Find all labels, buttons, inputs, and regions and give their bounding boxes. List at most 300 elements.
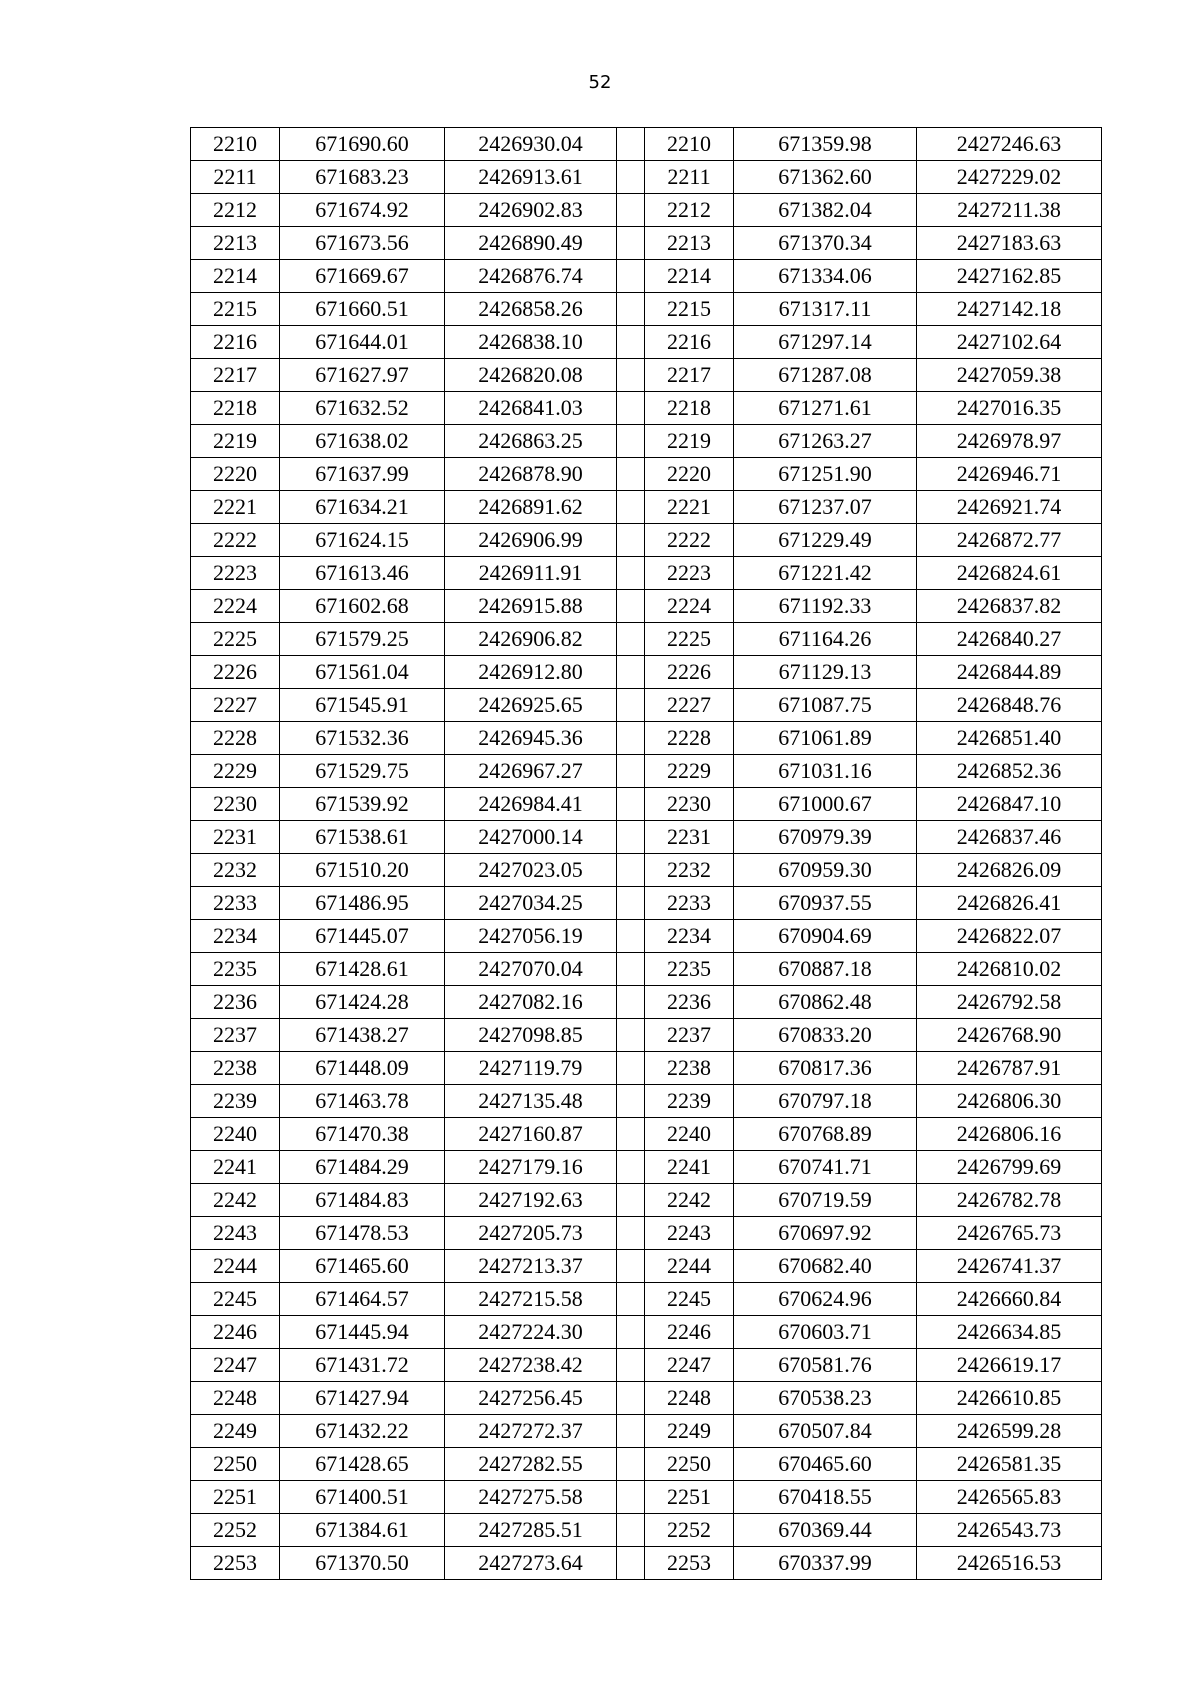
- right-y-coordinate-cell: 2426581.35: [917, 1448, 1102, 1481]
- left-x-coordinate-cell: 671539.92: [280, 788, 445, 821]
- separator-cell: [617, 227, 645, 260]
- table-row: [191, 1547, 1102, 1580]
- separator-cell: [617, 392, 645, 425]
- separator-cell: [617, 1481, 645, 1514]
- right-point-id-cell: 2240: [645, 1118, 734, 1151]
- right-y-coordinate-cell: 2427016.35: [917, 392, 1102, 425]
- left-y-coordinate-cell: 2427179.16: [445, 1151, 617, 1184]
- right-y-coordinate-cell: 2427229.02: [917, 161, 1102, 194]
- table-row: [191, 986, 1102, 1019]
- right-x-coordinate-cell: 671251.90: [734, 458, 917, 491]
- left-x-coordinate-cell: 671561.04: [280, 656, 445, 689]
- right-point-id-cell: 2221: [645, 491, 734, 524]
- left-y-coordinate-cell: 2427135.48: [445, 1085, 617, 1118]
- right-y-coordinate-cell: 2426847.10: [917, 788, 1102, 821]
- right-x-coordinate-cell: 670741.71: [734, 1151, 917, 1184]
- right-y-coordinate-cell: 2426806.16: [917, 1118, 1102, 1151]
- right-x-coordinate-cell: 671164.26: [734, 623, 917, 656]
- table-row: [191, 1283, 1102, 1316]
- left-x-coordinate-cell: 671438.27: [280, 1019, 445, 1052]
- separator-cell: [617, 623, 645, 656]
- left-point-id-cell: 2210: [191, 128, 280, 161]
- left-y-coordinate-cell: 2426912.80: [445, 656, 617, 689]
- left-y-coordinate-cell: 2426906.99: [445, 524, 617, 557]
- left-point-id-cell: 2253: [191, 1547, 280, 1580]
- left-point-id-cell: 2224: [191, 590, 280, 623]
- right-y-coordinate-cell: 2427183.63: [917, 227, 1102, 260]
- right-x-coordinate-cell: 671317.11: [734, 293, 917, 326]
- separator-cell: [617, 1217, 645, 1250]
- table-row: [191, 227, 1102, 260]
- table-row: [191, 953, 1102, 986]
- left-y-coordinate-cell: 2427238.42: [445, 1349, 617, 1382]
- table-row: [191, 491, 1102, 524]
- right-x-coordinate-cell: 670337.99: [734, 1547, 917, 1580]
- left-point-id-cell: 2232: [191, 854, 280, 887]
- left-y-coordinate-cell: 2426890.49: [445, 227, 617, 260]
- table-row: [191, 788, 1102, 821]
- right-y-coordinate-cell: 2426565.83: [917, 1481, 1102, 1514]
- table-row: [191, 590, 1102, 623]
- right-y-coordinate-cell: 2426848.76: [917, 689, 1102, 722]
- right-point-id-cell: 2242: [645, 1184, 734, 1217]
- table-row: [191, 260, 1102, 293]
- right-x-coordinate-cell: 671370.34: [734, 227, 917, 260]
- right-x-coordinate-cell: 670979.39: [734, 821, 917, 854]
- right-x-coordinate-cell: 670887.18: [734, 953, 917, 986]
- left-point-id-cell: 2215: [191, 293, 280, 326]
- right-point-id-cell: 2227: [645, 689, 734, 722]
- right-point-id-cell: 2217: [645, 359, 734, 392]
- right-y-coordinate-cell: 2426872.77: [917, 524, 1102, 557]
- right-y-coordinate-cell: 2426660.84: [917, 1283, 1102, 1316]
- right-y-coordinate-cell: 2426921.74: [917, 491, 1102, 524]
- right-x-coordinate-cell: 670581.76: [734, 1349, 917, 1382]
- right-point-id-cell: 2213: [645, 227, 734, 260]
- right-point-id-cell: 2253: [645, 1547, 734, 1580]
- left-y-coordinate-cell: 2427160.87: [445, 1118, 617, 1151]
- left-y-coordinate-cell: 2426925.65: [445, 689, 617, 722]
- separator-cell: [617, 1349, 645, 1382]
- separator-cell: [617, 1184, 645, 1217]
- separator-cell: [617, 1019, 645, 1052]
- left-x-coordinate-cell: 671400.51: [280, 1481, 445, 1514]
- left-y-coordinate-cell: 2426915.88: [445, 590, 617, 623]
- left-x-coordinate-cell: 671428.61: [280, 953, 445, 986]
- left-point-id-cell: 2238: [191, 1052, 280, 1085]
- right-x-coordinate-cell: 670797.18: [734, 1085, 917, 1118]
- left-point-id-cell: 2223: [191, 557, 280, 590]
- separator-cell: [617, 1118, 645, 1151]
- left-point-id-cell: 2251: [191, 1481, 280, 1514]
- right-x-coordinate-cell: 670507.84: [734, 1415, 917, 1448]
- left-y-coordinate-cell: 2426891.62: [445, 491, 617, 524]
- right-y-coordinate-cell: 2426543.73: [917, 1514, 1102, 1547]
- right-x-coordinate-cell: 671359.98: [734, 128, 917, 161]
- right-point-id-cell: 2216: [645, 326, 734, 359]
- right-x-coordinate-cell: 670959.30: [734, 854, 917, 887]
- separator-cell: [617, 821, 645, 854]
- table-row: [191, 1217, 1102, 1250]
- left-x-coordinate-cell: 671674.92: [280, 194, 445, 227]
- table-row: [191, 1184, 1102, 1217]
- table-row: [191, 1019, 1102, 1052]
- right-x-coordinate-cell: 670418.55: [734, 1481, 917, 1514]
- left-y-coordinate-cell: 2427056.19: [445, 920, 617, 953]
- left-point-id-cell: 2222: [191, 524, 280, 557]
- right-x-coordinate-cell: 671000.67: [734, 788, 917, 821]
- left-y-coordinate-cell: 2427119.79: [445, 1052, 617, 1085]
- left-x-coordinate-cell: 671644.01: [280, 326, 445, 359]
- left-y-coordinate-cell: 2427272.37: [445, 1415, 617, 1448]
- right-point-id-cell: 2214: [645, 260, 734, 293]
- table-row: [191, 1448, 1102, 1481]
- separator-cell: [617, 359, 645, 392]
- right-point-id-cell: 2246: [645, 1316, 734, 1349]
- separator-cell: [617, 425, 645, 458]
- separator-cell: [617, 656, 645, 689]
- left-point-id-cell: 2214: [191, 260, 280, 293]
- separator-cell: [617, 1283, 645, 1316]
- left-point-id-cell: 2242: [191, 1184, 280, 1217]
- right-point-id-cell: 2251: [645, 1481, 734, 1514]
- left-point-id-cell: 2244: [191, 1250, 280, 1283]
- right-point-id-cell: 2237: [645, 1019, 734, 1052]
- left-x-coordinate-cell: 671634.21: [280, 491, 445, 524]
- right-y-coordinate-cell: 2426822.07: [917, 920, 1102, 953]
- right-point-id-cell: 2225: [645, 623, 734, 656]
- left-point-id-cell: 2252: [191, 1514, 280, 1547]
- separator-cell: [617, 920, 645, 953]
- left-point-id-cell: 2219: [191, 425, 280, 458]
- right-point-id-cell: 2219: [645, 425, 734, 458]
- left-point-id-cell: 2233: [191, 887, 280, 920]
- left-y-coordinate-cell: 2426878.90: [445, 458, 617, 491]
- table-row: [191, 755, 1102, 788]
- right-y-coordinate-cell: 2426826.09: [917, 854, 1102, 887]
- table-row: [191, 194, 1102, 227]
- table-row: [191, 1382, 1102, 1415]
- right-y-coordinate-cell: 2426837.82: [917, 590, 1102, 623]
- left-y-coordinate-cell: 2427285.51: [445, 1514, 617, 1547]
- right-point-id-cell: 2211: [645, 161, 734, 194]
- right-point-id-cell: 2222: [645, 524, 734, 557]
- left-point-id-cell: 2237: [191, 1019, 280, 1052]
- right-y-coordinate-cell: 2426634.85: [917, 1316, 1102, 1349]
- right-point-id-cell: 2249: [645, 1415, 734, 1448]
- separator-cell: [617, 1514, 645, 1547]
- right-point-id-cell: 2231: [645, 821, 734, 854]
- right-x-coordinate-cell: 670862.48: [734, 986, 917, 1019]
- right-y-coordinate-cell: 2426844.89: [917, 656, 1102, 689]
- separator-cell: [617, 986, 645, 1019]
- left-y-coordinate-cell: 2426858.26: [445, 293, 617, 326]
- right-y-coordinate-cell: 2426851.40: [917, 722, 1102, 755]
- left-point-id-cell: 2241: [191, 1151, 280, 1184]
- left-point-id-cell: 2211: [191, 161, 280, 194]
- left-x-coordinate-cell: 671529.75: [280, 755, 445, 788]
- separator-cell: [617, 326, 645, 359]
- right-y-coordinate-cell: 2426806.30: [917, 1085, 1102, 1118]
- left-y-coordinate-cell: 2426930.04: [445, 128, 617, 161]
- table-row: [191, 1349, 1102, 1382]
- right-point-id-cell: 2223: [645, 557, 734, 590]
- separator-cell: [617, 1151, 645, 1184]
- left-x-coordinate-cell: 671669.67: [280, 260, 445, 293]
- separator-cell: [617, 194, 645, 227]
- right-y-coordinate-cell: 2427211.38: [917, 194, 1102, 227]
- separator-cell: [617, 1052, 645, 1085]
- right-point-id-cell: 2243: [645, 1217, 734, 1250]
- right-point-id-cell: 2218: [645, 392, 734, 425]
- left-y-coordinate-cell: 2427082.16: [445, 986, 617, 1019]
- right-x-coordinate-cell: 671271.61: [734, 392, 917, 425]
- left-y-coordinate-cell: 2427275.58: [445, 1481, 617, 1514]
- table-row: [191, 1085, 1102, 1118]
- separator-cell: [617, 491, 645, 524]
- separator-cell: [617, 161, 645, 194]
- left-y-coordinate-cell: 2426902.83: [445, 194, 617, 227]
- left-point-id-cell: 2236: [191, 986, 280, 1019]
- table-row: [191, 623, 1102, 656]
- left-y-coordinate-cell: 2427023.05: [445, 854, 617, 887]
- left-x-coordinate-cell: 671545.91: [280, 689, 445, 722]
- left-point-id-cell: 2226: [191, 656, 280, 689]
- right-y-coordinate-cell: 2426824.61: [917, 557, 1102, 590]
- left-x-coordinate-cell: 671613.46: [280, 557, 445, 590]
- left-point-id-cell: 2218: [191, 392, 280, 425]
- right-x-coordinate-cell: 670603.71: [734, 1316, 917, 1349]
- table-row: [191, 689, 1102, 722]
- separator-cell: [617, 953, 645, 986]
- table-row: [191, 524, 1102, 557]
- table-row: [191, 920, 1102, 953]
- table-row: [191, 392, 1102, 425]
- right-point-id-cell: 2232: [645, 854, 734, 887]
- right-point-id-cell: 2220: [645, 458, 734, 491]
- right-x-coordinate-cell: 671229.49: [734, 524, 917, 557]
- right-x-coordinate-cell: 671263.27: [734, 425, 917, 458]
- left-point-id-cell: 2225: [191, 623, 280, 656]
- left-point-id-cell: 2240: [191, 1118, 280, 1151]
- table-row: [191, 557, 1102, 590]
- left-y-coordinate-cell: 2427034.25: [445, 887, 617, 920]
- right-point-id-cell: 2244: [645, 1250, 734, 1283]
- left-point-id-cell: 2221: [191, 491, 280, 524]
- right-x-coordinate-cell: 670465.60: [734, 1448, 917, 1481]
- left-point-id-cell: 2217: [191, 359, 280, 392]
- left-x-coordinate-cell: 671431.72: [280, 1349, 445, 1382]
- right-point-id-cell: 2224: [645, 590, 734, 623]
- table-row: [191, 1118, 1102, 1151]
- right-x-coordinate-cell: 671334.06: [734, 260, 917, 293]
- left-y-coordinate-cell: 2426838.10: [445, 326, 617, 359]
- left-y-coordinate-cell: 2427192.63: [445, 1184, 617, 1217]
- right-x-coordinate-cell: 670937.55: [734, 887, 917, 920]
- right-x-coordinate-cell: 670768.89: [734, 1118, 917, 1151]
- left-y-coordinate-cell: 2427256.45: [445, 1382, 617, 1415]
- left-x-coordinate-cell: 671464.57: [280, 1283, 445, 1316]
- left-x-coordinate-cell: 671532.36: [280, 722, 445, 755]
- page-number: 52: [588, 72, 612, 93]
- right-x-coordinate-cell: 671382.04: [734, 194, 917, 227]
- left-point-id-cell: 2246: [191, 1316, 280, 1349]
- left-x-coordinate-cell: 671579.25: [280, 623, 445, 656]
- right-x-coordinate-cell: 670369.44: [734, 1514, 917, 1547]
- right-point-id-cell: 2252: [645, 1514, 734, 1547]
- right-y-coordinate-cell: 2426610.85: [917, 1382, 1102, 1415]
- left-point-id-cell: 2227: [191, 689, 280, 722]
- left-point-id-cell: 2243: [191, 1217, 280, 1250]
- table-row: [191, 1514, 1102, 1547]
- right-point-id-cell: 2212: [645, 194, 734, 227]
- left-point-id-cell: 2213: [191, 227, 280, 260]
- left-point-id-cell: 2231: [191, 821, 280, 854]
- right-y-coordinate-cell: 2426619.17: [917, 1349, 1102, 1382]
- right-y-coordinate-cell: 2427102.64: [917, 326, 1102, 359]
- separator-cell: [617, 128, 645, 161]
- left-x-coordinate-cell: 671538.61: [280, 821, 445, 854]
- left-x-coordinate-cell: 671465.60: [280, 1250, 445, 1283]
- left-y-coordinate-cell: 2426820.08: [445, 359, 617, 392]
- left-x-coordinate-cell: 671427.94: [280, 1382, 445, 1415]
- left-y-coordinate-cell: 2426906.82: [445, 623, 617, 656]
- table-row: [191, 1415, 1102, 1448]
- separator-cell: [617, 755, 645, 788]
- left-point-id-cell: 2239: [191, 1085, 280, 1118]
- right-x-coordinate-cell: 670624.96: [734, 1283, 917, 1316]
- right-y-coordinate-cell: 2426741.37: [917, 1250, 1102, 1283]
- coordinate-table: [190, 127, 1102, 1580]
- left-point-id-cell: 2235: [191, 953, 280, 986]
- right-point-id-cell: 2241: [645, 1151, 734, 1184]
- right-x-coordinate-cell: 671031.16: [734, 755, 917, 788]
- table-row: [191, 293, 1102, 326]
- right-point-id-cell: 2235: [645, 953, 734, 986]
- right-point-id-cell: 2226: [645, 656, 734, 689]
- right-y-coordinate-cell: 2426765.73: [917, 1217, 1102, 1250]
- separator-cell: [617, 1085, 645, 1118]
- right-x-coordinate-cell: 671221.42: [734, 557, 917, 590]
- left-x-coordinate-cell: 671445.07: [280, 920, 445, 953]
- table-row: [191, 425, 1102, 458]
- right-y-coordinate-cell: 2427142.18: [917, 293, 1102, 326]
- left-x-coordinate-cell: 671470.38: [280, 1118, 445, 1151]
- left-point-id-cell: 2230: [191, 788, 280, 821]
- separator-cell: [617, 458, 645, 491]
- separator-cell: [617, 854, 645, 887]
- right-x-coordinate-cell: 671297.14: [734, 326, 917, 359]
- table-row: [191, 128, 1102, 161]
- left-x-coordinate-cell: 671384.61: [280, 1514, 445, 1547]
- table-row: [191, 1250, 1102, 1283]
- right-y-coordinate-cell: 2426978.97: [917, 425, 1102, 458]
- right-y-coordinate-cell: 2426516.53: [917, 1547, 1102, 1580]
- right-x-coordinate-cell: 670719.59: [734, 1184, 917, 1217]
- left-x-coordinate-cell: 671510.20: [280, 854, 445, 887]
- table-row: [191, 887, 1102, 920]
- right-x-coordinate-cell: 671192.33: [734, 590, 917, 623]
- right-point-id-cell: 2234: [645, 920, 734, 953]
- right-y-coordinate-cell: 2427059.38: [917, 359, 1102, 392]
- right-point-id-cell: 2247: [645, 1349, 734, 1382]
- left-y-coordinate-cell: 2426967.27: [445, 755, 617, 788]
- table-row: [191, 821, 1102, 854]
- right-point-id-cell: 2238: [645, 1052, 734, 1085]
- right-y-coordinate-cell: 2426840.27: [917, 623, 1102, 656]
- separator-cell: [617, 887, 645, 920]
- left-x-coordinate-cell: 671624.15: [280, 524, 445, 557]
- right-x-coordinate-cell: 670682.40: [734, 1250, 917, 1283]
- right-point-id-cell: 2248: [645, 1382, 734, 1415]
- right-x-coordinate-cell: 670538.23: [734, 1382, 917, 1415]
- right-x-coordinate-cell: 670697.92: [734, 1217, 917, 1250]
- left-x-coordinate-cell: 671484.29: [280, 1151, 445, 1184]
- right-x-coordinate-cell: 670833.20: [734, 1019, 917, 1052]
- right-x-coordinate-cell: 670817.36: [734, 1052, 917, 1085]
- left-x-coordinate-cell: 671690.60: [280, 128, 445, 161]
- left-y-coordinate-cell: 2427070.04: [445, 953, 617, 986]
- left-y-coordinate-cell: 2427205.73: [445, 1217, 617, 1250]
- left-x-coordinate-cell: 671448.09: [280, 1052, 445, 1085]
- separator-cell: [617, 1415, 645, 1448]
- right-point-id-cell: 2245: [645, 1283, 734, 1316]
- right-point-id-cell: 2229: [645, 755, 734, 788]
- right-x-coordinate-cell: 671362.60: [734, 161, 917, 194]
- right-point-id-cell: 2250: [645, 1448, 734, 1481]
- left-y-coordinate-cell: 2427213.37: [445, 1250, 617, 1283]
- right-y-coordinate-cell: 2426599.28: [917, 1415, 1102, 1448]
- left-x-coordinate-cell: 671638.02: [280, 425, 445, 458]
- right-x-coordinate-cell: 671237.07: [734, 491, 917, 524]
- left-point-id-cell: 2228: [191, 722, 280, 755]
- right-x-coordinate-cell: 671087.75: [734, 689, 917, 722]
- right-y-coordinate-cell: 2426837.46: [917, 821, 1102, 854]
- table-row: [191, 722, 1102, 755]
- left-y-coordinate-cell: 2426841.03: [445, 392, 617, 425]
- separator-cell: [617, 260, 645, 293]
- table-row: [191, 656, 1102, 689]
- right-y-coordinate-cell: 2426826.41: [917, 887, 1102, 920]
- separator-cell: [617, 1316, 645, 1349]
- left-x-coordinate-cell: 671463.78: [280, 1085, 445, 1118]
- right-y-coordinate-cell: 2427246.63: [917, 128, 1102, 161]
- left-y-coordinate-cell: 2427273.64: [445, 1547, 617, 1580]
- separator-cell: [617, 590, 645, 623]
- left-y-coordinate-cell: 2426876.74: [445, 260, 617, 293]
- right-y-coordinate-cell: 2426768.90: [917, 1019, 1102, 1052]
- right-x-coordinate-cell: 671287.08: [734, 359, 917, 392]
- left-y-coordinate-cell: 2426984.41: [445, 788, 617, 821]
- left-x-coordinate-cell: 671484.83: [280, 1184, 445, 1217]
- right-y-coordinate-cell: 2426792.58: [917, 986, 1102, 1019]
- separator-cell: [617, 524, 645, 557]
- left-point-id-cell: 2248: [191, 1382, 280, 1415]
- left-x-coordinate-cell: 671424.28: [280, 986, 445, 1019]
- left-point-id-cell: 2245: [191, 1283, 280, 1316]
- left-y-coordinate-cell: 2427224.30: [445, 1316, 617, 1349]
- right-point-id-cell: 2230: [645, 788, 734, 821]
- left-x-coordinate-cell: 671432.22: [280, 1415, 445, 1448]
- separator-cell: [617, 293, 645, 326]
- table-row: [191, 1481, 1102, 1514]
- left-y-coordinate-cell: 2426913.61: [445, 161, 617, 194]
- right-y-coordinate-cell: 2426852.36: [917, 755, 1102, 788]
- right-point-id-cell: 2233: [645, 887, 734, 920]
- left-point-id-cell: 2216: [191, 326, 280, 359]
- separator-cell: [617, 557, 645, 590]
- left-x-coordinate-cell: 671637.99: [280, 458, 445, 491]
